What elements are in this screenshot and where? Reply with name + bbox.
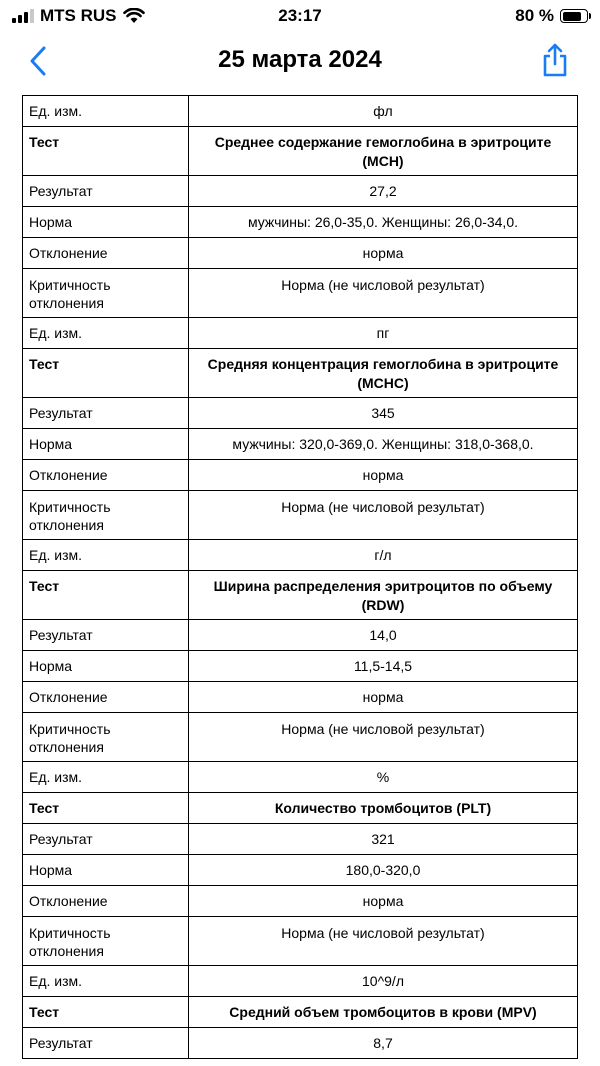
row-label: Тест — [23, 997, 189, 1028]
row-label: Тест — [23, 349, 189, 398]
row-label: Ед. изм. — [23, 96, 189, 127]
table-row — [23, 917, 578, 966]
row-value: мужчины: 26,0-35,0. Женщины: 26,0-34,0. — [189, 207, 578, 238]
row-value: Средний объем тромбоцитов в крови (MPV) — [189, 997, 578, 1028]
row-value: 180,0-320,0 — [189, 855, 578, 886]
row-value: Количество тромбоцитов (PLT) — [189, 793, 578, 824]
table-row — [23, 713, 578, 762]
row-value: норма — [189, 460, 578, 491]
battery-icon — [560, 9, 588, 23]
table-row — [23, 651, 578, 682]
row-label: Отклонение — [23, 460, 189, 491]
row-value: фл — [189, 96, 578, 127]
table-row — [23, 824, 578, 855]
table-row — [23, 762, 578, 793]
row-value: 8,7 — [189, 1028, 578, 1059]
table-row — [23, 238, 578, 269]
row-value: 10^9/л — [189, 966, 578, 997]
row-label: Тест — [23, 793, 189, 824]
row-label: Результат — [23, 176, 189, 207]
row-value: г/л — [189, 540, 578, 571]
row-label: Результат — [23, 1028, 189, 1059]
row-value: 345 — [189, 398, 578, 429]
row-label: Критичность отклонения — [23, 491, 189, 540]
row-value: пг — [189, 318, 578, 349]
test-name-row — [23, 127, 578, 176]
row-value: % — [189, 762, 578, 793]
row-value: Среднее содержание гемоглобина в эритроците (MCH) — [189, 127, 578, 176]
status-right — [515, 6, 588, 26]
test-name-row — [23, 571, 578, 620]
row-value: Ширина распределения эритроцитов по объему (RDW) — [189, 571, 578, 620]
row-label: Ед. изм. — [23, 966, 189, 997]
row-label: Ед. изм. — [23, 762, 189, 793]
row-label: Норма — [23, 855, 189, 886]
table-row — [23, 855, 578, 886]
row-value: 321 — [189, 824, 578, 855]
row-value: норма — [189, 238, 578, 269]
table-row — [23, 429, 578, 460]
results-table-wrapper — [22, 95, 578, 1059]
row-label: Норма — [23, 207, 189, 238]
row-value: норма — [189, 682, 578, 713]
table-row — [23, 176, 578, 207]
row-value: Норма (не числовой результат) — [189, 713, 578, 762]
page-title: 25 марта 2024 — [218, 46, 382, 73]
table-row — [23, 620, 578, 651]
row-label: Ед. изм. — [23, 318, 189, 349]
row-label: Норма — [23, 651, 189, 682]
row-value: Норма (не числовой результат) — [189, 269, 578, 318]
carrier-name: MTS RUS — [40, 6, 117, 25]
row-value: Средняя концентрация гемоглобина в эритроците (MCHC) — [189, 349, 578, 398]
row-label: Результат — [23, 824, 189, 855]
table-row — [23, 682, 578, 713]
table-row — [23, 1028, 578, 1059]
test-name-row — [23, 349, 578, 398]
share-icon[interactable] — [540, 42, 570, 78]
test-name-row — [23, 997, 578, 1028]
battery-percent: 80 % — [515, 6, 554, 25]
status-bar — [0, 0, 600, 32]
battery-fill — [563, 12, 581, 21]
row-label: Ед. изм. — [23, 540, 189, 571]
row-value: Норма (не числовой результат) — [189, 491, 578, 540]
row-label: Тест — [23, 571, 189, 620]
table-row — [23, 269, 578, 318]
table-row — [23, 460, 578, 491]
row-value: 14,0 — [189, 620, 578, 651]
table-row — [23, 966, 578, 997]
row-value: Норма (не числовой результат) — [189, 917, 578, 966]
row-label: Результат — [23, 620, 189, 651]
table-row — [23, 491, 578, 540]
nav-bar — [0, 32, 600, 90]
row-value: мужчины: 320,0-369,0. Женщины: 318,0-368,0. — [189, 429, 578, 460]
row-label: Критичность отклонения — [23, 917, 189, 966]
table-row — [23, 398, 578, 429]
table-row — [23, 318, 578, 349]
test-name-row — [23, 793, 578, 824]
row-label: Отклонение — [23, 886, 189, 917]
row-value: 11,5-14,5 — [189, 651, 578, 682]
results-table — [22, 95, 578, 1059]
row-label: Отклонение — [23, 238, 189, 269]
row-label: Норма — [23, 429, 189, 460]
row-value: 27,2 — [189, 176, 578, 207]
table-row — [23, 96, 578, 127]
table-row — [23, 207, 578, 238]
row-label: Критичность отклонения — [23, 269, 189, 318]
table-row — [23, 540, 578, 571]
row-label: Результат — [23, 398, 189, 429]
row-label: Отклонение — [23, 682, 189, 713]
status-time: 23:17 — [278, 6, 322, 25]
row-label: Тест — [23, 127, 189, 176]
row-value: норма — [189, 886, 578, 917]
table-row — [23, 886, 578, 917]
row-label: Критичность отклонения — [23, 713, 189, 762]
